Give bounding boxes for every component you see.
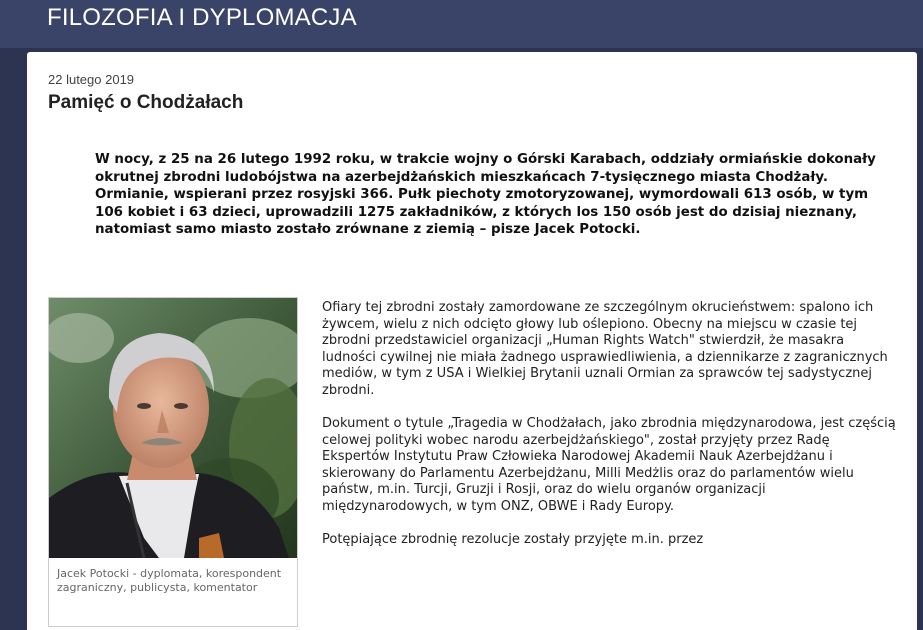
- post-content: [27, 52, 917, 630]
- blog-title-link[interactable]: FILOZOFIA I DYPLOMACJA: [47, 4, 357, 31]
- post-date: 22 lutego 2019: [48, 72, 135, 87]
- body-paragraph-1: Ofiary tej zbrodni zostały zamordowane ze szczególnym okrucieństwem: spalono ich żywcem, wielu z nich odcięto głowy lub oślepiono. Obecny na miejscu w czasie tej zbrodni przedstawiciel organizacji „Human Rights Watch" stwierdził, że masakra ludności cywilnej nie miała żadnego usprawiedliwienia, a dziennikarze z zagranicznych mediów, w tym z USA i Wielkiej Brytanii uznali Ormian za sprawców tej sadystycznej zbrodni.: [322, 300, 888, 398]
- post-lead: W nocy, z 25 na 26 lutego 1992 roku, w trakcie wojny o Górski Karabach, oddziały ormiańskie dokonały okrutnej zbrodni ludobójstwa na azerbejdżańskich mieszkańcach 7-tysięcznego miasta Chodżały. Ormianie, wspierani przez rosyjski 366. Pułk piechoty zmotoryzowanej, wymordowali 613 osób, w tym 106 kobiet i 63 dzieci, uprowadzili 1275 zakładników, z których los 150 osób jest do dzisiaj nieznany, natomiast samo miasto zostało zrównane z ziemią – pisze Jacek Potocki.: [95, 152, 876, 238]
- post-body: [322, 300, 897, 566]
- author-photo[interactable]: [49, 298, 297, 558]
- author-photo-box: [48, 297, 298, 627]
- blog-header: [0, 0, 923, 48]
- photo-caption: Jacek Potocki - dyplomata, korespondent zagraniczny, publicysta, komentator: [57, 567, 282, 594]
- post-title[interactable]: Pamięć o Chodżałach: [48, 92, 244, 113]
- body-paragraph-3: Potępiające zbrodnię rezolucje zostały przyjęte m.in. przez: [322, 532, 704, 547]
- body-paragraph-2: Dokument o tytule „Tragedia w Chodżałach, jako zbrodnia międzynarodowa, jest częścią celowej polityki wobec narodu azerbejdżańskiego", został przyjęty przez Radę Ekspertów Instytutu Praw Człowieka Narodowej Akademii Nauk Azerbejdżanu i skierowany do Parlamentu Azerbejdżanu, Milli Medżlis oraz do parlamentów wielu państw, m.in. Turcji, Gruzji i Rosji, oraz do wielu organów organizacji międzynarodowych, w tym ONZ, OBWE i Rady Europy.: [322, 416, 896, 514]
